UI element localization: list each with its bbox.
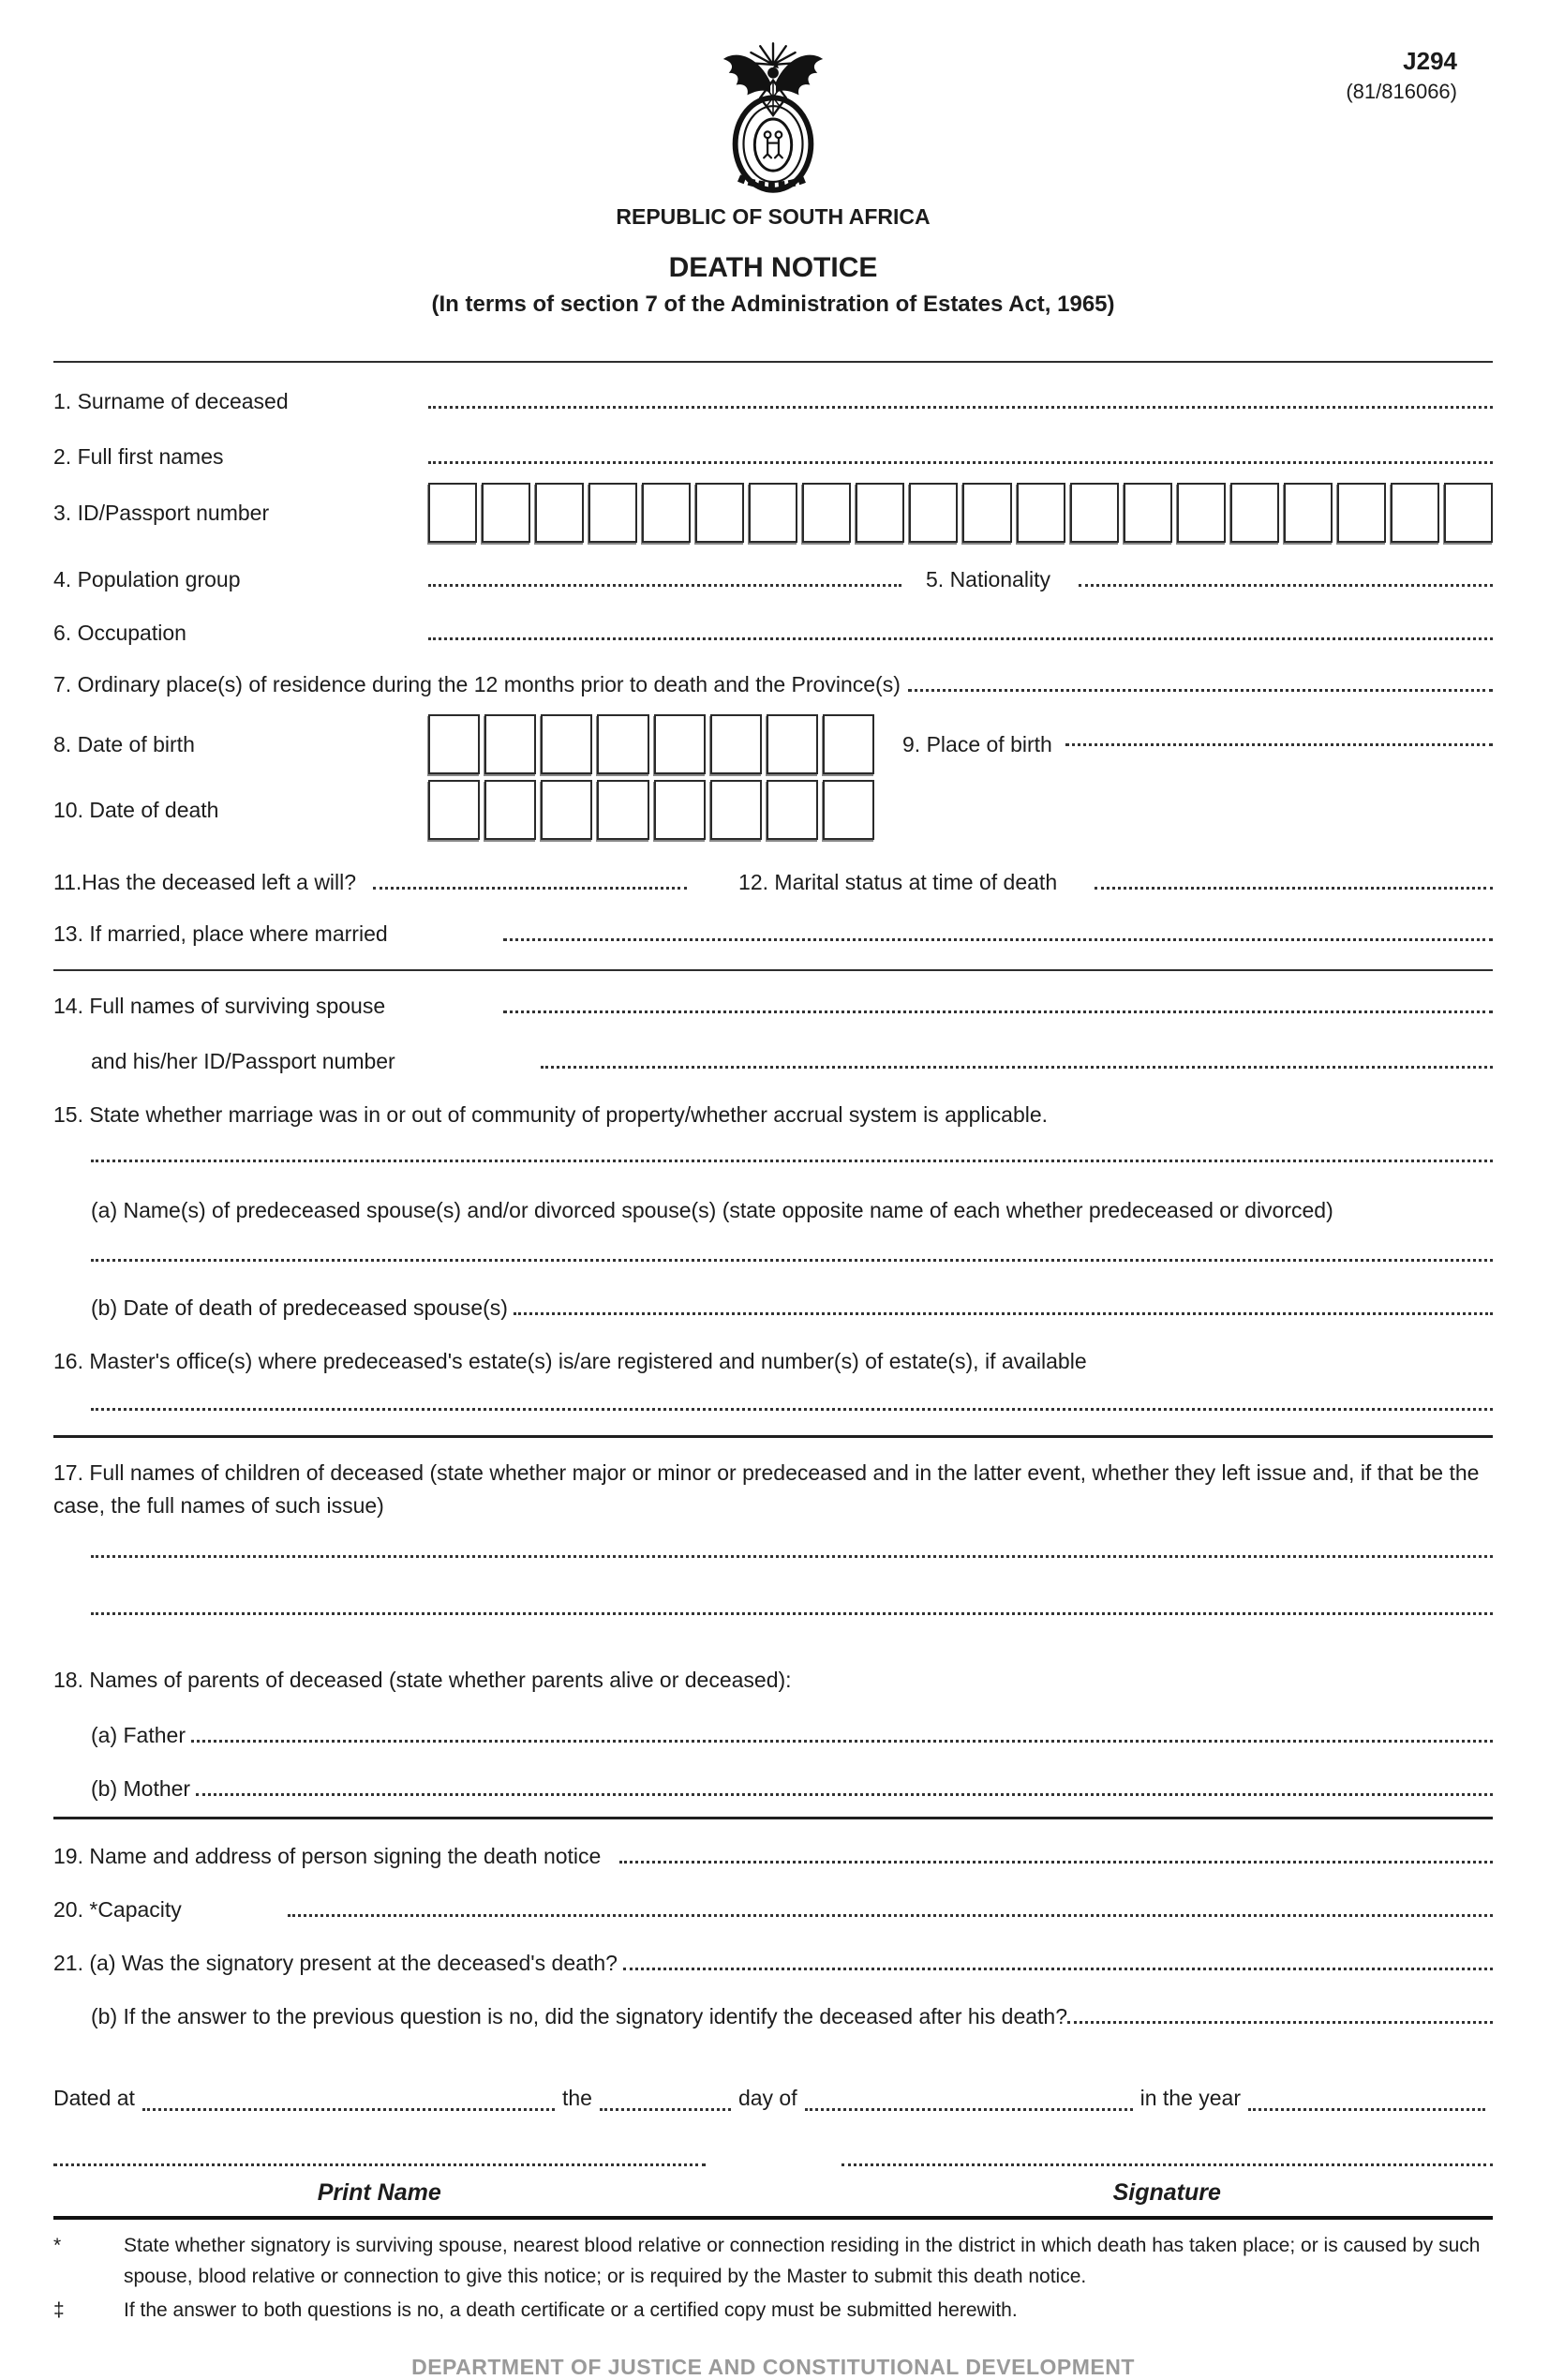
surname-fill-line[interactable] [428,406,1493,409]
field-label: 18. Names of parents of deceased (state whether parents alive or deceased): [53,1668,792,1692]
the-label: the [561,2086,592,2110]
occupation-fill-line[interactable] [428,637,1493,640]
field-row-mother [53,1776,1493,1802]
emblem-container [53,39,1493,197]
field-row-spouse-id [53,1049,1493,1074]
print-name-column [53,2163,706,2166]
dated-day-fill-line[interactable] [600,2108,731,2111]
field-label: 6. Occupation [53,621,186,645]
capacity-fill-line[interactable] [288,1914,1493,1917]
field-label: (a) Name(s) of predeceased spouse(s) and/or divorced spouse(s) (state opposite name of each whether predeceased or divorced) [91,1198,1333,1222]
field-label: 7. Ordinary place(s) of residence during the 12 months prior to death and the Province(s) [53,672,901,696]
divider [53,2216,1493,2220]
divider [53,969,1493,971]
divider [53,1435,1493,1438]
field-label: 10. Date of death [53,797,219,822]
char-box[interactable] [654,714,706,774]
place-of-birth-fill-line[interactable] [1065,743,1493,746]
char-box[interactable] [597,780,648,840]
fill-row [53,1612,1493,1621]
char-box[interactable] [1391,483,1439,543]
field-row-occupation [53,621,1493,646]
char-box[interactable] [597,714,648,774]
date-of-death-boxes [428,780,874,840]
marriage-property-fill-line[interactable] [91,1160,1493,1162]
field-row-population-nationality [53,567,1493,592]
char-box[interactable] [654,780,706,840]
field-label: 19. Name and address of person signing the death notice [53,1844,602,1868]
field-label: 8. Date of birth [53,731,195,756]
field-label: 4. Population group [53,567,241,591]
field-row-spouse-names [53,994,1493,1019]
predeceased-names-fill-line[interactable] [91,1259,1493,1262]
department-footer: DEPARTMENT OF JUSTICE AND CONSTITUTIONAL DEVELOPMENT [411,2354,1135,2379]
field-row-father [53,1723,1493,1748]
signature-block [53,2163,1493,2166]
field-label: 13. If married, place where married [53,921,388,946]
field-row-predeceased-death-date [53,1295,1493,1321]
char-box[interactable] [482,483,530,543]
form-subtitle: (In terms of section 7 of the Administration of Estates Act, 1965) [431,292,1115,317]
dated-at-label: Dated at [53,2086,135,2110]
char-box[interactable] [588,483,637,543]
char-box[interactable] [710,780,762,840]
form-identifier [1346,45,1457,106]
field-row-signatory-identify [53,2004,1493,2029]
masters-office-fill-line[interactable] [91,1408,1493,1411]
field-row-first-names [53,444,1493,470]
signer-name-fill-line[interactable] [619,1861,1493,1864]
signatory-identify-fill-line[interactable] [1067,2021,1493,2024]
char-box[interactable] [823,780,874,840]
signature-labels [53,2179,1493,2207]
char-box[interactable] [541,714,592,774]
field-label: (b) Date of death of predeceased spouse(s) [91,1295,508,1320]
field-label: 14. Full names of surviving spouse [53,994,386,1018]
char-box[interactable] [767,780,818,840]
fill-row [53,1555,1493,1564]
signature-fill-line[interactable] [842,2163,1494,2166]
day-of-label: day of [737,2086,797,2110]
signature-gap [706,2179,842,2207]
print-name-label: Print Name [317,2179,441,2206]
field-label: 12. Marital status at time of death [738,870,1058,894]
footnote-text: If the answer to both questions is no, a death certificate or a certified copy must be submitted herewith. [124,2299,1018,2322]
divider [53,361,1493,363]
children-fill-line-2[interactable] [91,1612,1493,1615]
form-number: J294 [1403,47,1457,75]
char-box[interactable] [962,483,1011,543]
fill-row [53,1160,1493,1168]
field-row-marriage-property [53,1102,1493,1128]
marital-status-fill-line[interactable] [1095,887,1493,890]
print-name-fill-line[interactable] [53,2163,706,2166]
country-heading: REPUBLIC OF SOUTH AFRICA [616,204,931,229]
char-box[interactable] [1070,483,1119,543]
divider [53,1817,1493,1819]
signature-column [842,2163,1494,2166]
char-box[interactable] [1017,483,1065,543]
char-box[interactable] [823,714,874,774]
char-box[interactable] [710,714,762,774]
spouse-id-fill-line[interactable] [541,1066,1493,1069]
field-row-capacity [53,1897,1493,1923]
char-box[interactable] [1337,483,1386,543]
footnote-asterisk [53,2231,1493,2292]
footnote-doubledagger [53,2296,1493,2327]
fill-row [53,1259,1493,1267]
dated-place-fill-line[interactable] [142,2108,555,2111]
field-label: 15. State whether marriage was in or out of community of property/whether accrual system is applicable. [53,1102,1049,1127]
field-label: 1. Surname of deceased [53,389,289,413]
char-box[interactable] [1284,483,1333,543]
population-group-fill-line[interactable] [428,584,901,587]
char-box[interactable] [1124,483,1172,543]
dated-month-fill-line[interactable] [805,2108,1133,2111]
char-box[interactable] [428,714,480,774]
footnote-marker: ‡ [53,2299,65,2322]
field-row-residence [53,672,1493,697]
field-label: 16. Master's office(s) where predeceased's estate(s) is/are registered and number(s) of estate(s), if available [53,1349,1087,1373]
field-label: 5. Nationality [926,567,1050,591]
field-row-parents [53,1668,1493,1693]
char-box[interactable] [1230,483,1279,543]
fill-row [53,1408,1493,1416]
char-box[interactable] [909,483,958,543]
field-label: (b) Mother [91,1776,191,1801]
field-row-place-married [53,921,1493,947]
dated-year-fill-line[interactable] [1248,2108,1485,2111]
field-label: 9. Place of birth [902,731,1052,756]
footnote-marker: * [53,2235,62,2256]
field-row-signatory-present [53,1951,1493,1976]
field-label: 20. *Capacity [53,1897,182,1922]
char-box[interactable] [535,483,584,543]
predeceased-death-date-fill-line[interactable] [514,1312,1493,1315]
field-label: 17. Full names of children of deceased (state whether major or minor or predeceased and in the latter event, whether they left issue and, if that be the case, the full names of such issue) [53,1460,1480,1518]
first-names-fill-line[interactable] [428,461,1493,464]
will-fill-line[interactable] [373,887,687,890]
nationality-fill-line[interactable] [1079,584,1493,587]
father-fill-line[interactable] [191,1740,1493,1743]
signature-label: Signature [1112,2179,1221,2206]
field-label: 3. ID/Passport number [53,500,270,525]
char-box[interactable] [1177,483,1226,543]
signatory-present-fill-line[interactable] [623,1968,1493,1970]
field-row-date-of-birth [53,714,1493,774]
field-row-will-marital [53,870,1493,895]
footnote-text: State whether signatory is surviving spouse, nearest blood relative or connection residing in the district in which death has taken place; or is caused by such spouse, blood relative or connection to give this notice; or is required by the Master to submit this death notice. [124,2235,1481,2287]
form-code: (81/816066) [1346,80,1457,104]
children-fill-line-1[interactable] [91,1555,1493,1558]
char-box[interactable] [541,780,592,840]
char-box[interactable] [695,483,744,543]
spouse-names-fill-line[interactable] [503,1010,1493,1013]
char-box[interactable] [1444,483,1493,543]
char-box[interactable] [767,714,818,774]
residence-fill-line[interactable] [908,689,1493,692]
field-label: (a) Father [91,1723,186,1747]
char-box[interactable] [642,483,691,543]
field-row-signer-name-address [53,1844,1493,1869]
field-label: (b) If the answer to the previous question is no, did the signatory identify the deceased after his death? [91,2004,1068,2028]
south-africa-coat-of-arms-icon [713,39,833,197]
date-of-birth-boxes [428,714,874,774]
in-the-year-label: in the year [1139,2086,1241,2110]
char-box[interactable] [856,483,904,543]
char-box[interactable] [428,780,480,840]
char-box[interactable] [428,483,477,543]
id-number-boxes [428,483,1493,543]
field-label: 21. (a) Was the signatory present at the deceased's death? [53,1951,618,1975]
form-title: DEATH NOTICE [668,252,878,283]
field-label: and his/her ID/Passport number [91,1049,395,1073]
mother-fill-line[interactable] [196,1793,1493,1796]
field-label: 11.Has the deceased left a will? [53,870,357,894]
field-row-children [53,1457,1493,1521]
char-box[interactable] [802,483,851,543]
char-box[interactable] [484,780,536,840]
char-box[interactable] [484,714,536,774]
field-row-predeceased-names [53,1198,1493,1223]
place-married-fill-line[interactable] [503,938,1493,941]
field-row-id-number [53,483,1493,543]
signature-gap [706,2163,842,2166]
dated-row [53,2086,1493,2111]
field-label: 2. Full first names [53,444,224,469]
field-row-surname [53,389,1493,414]
field-row-date-of-death [53,780,1493,840]
char-box[interactable] [749,483,797,543]
field-row-masters-office [53,1349,1493,1374]
